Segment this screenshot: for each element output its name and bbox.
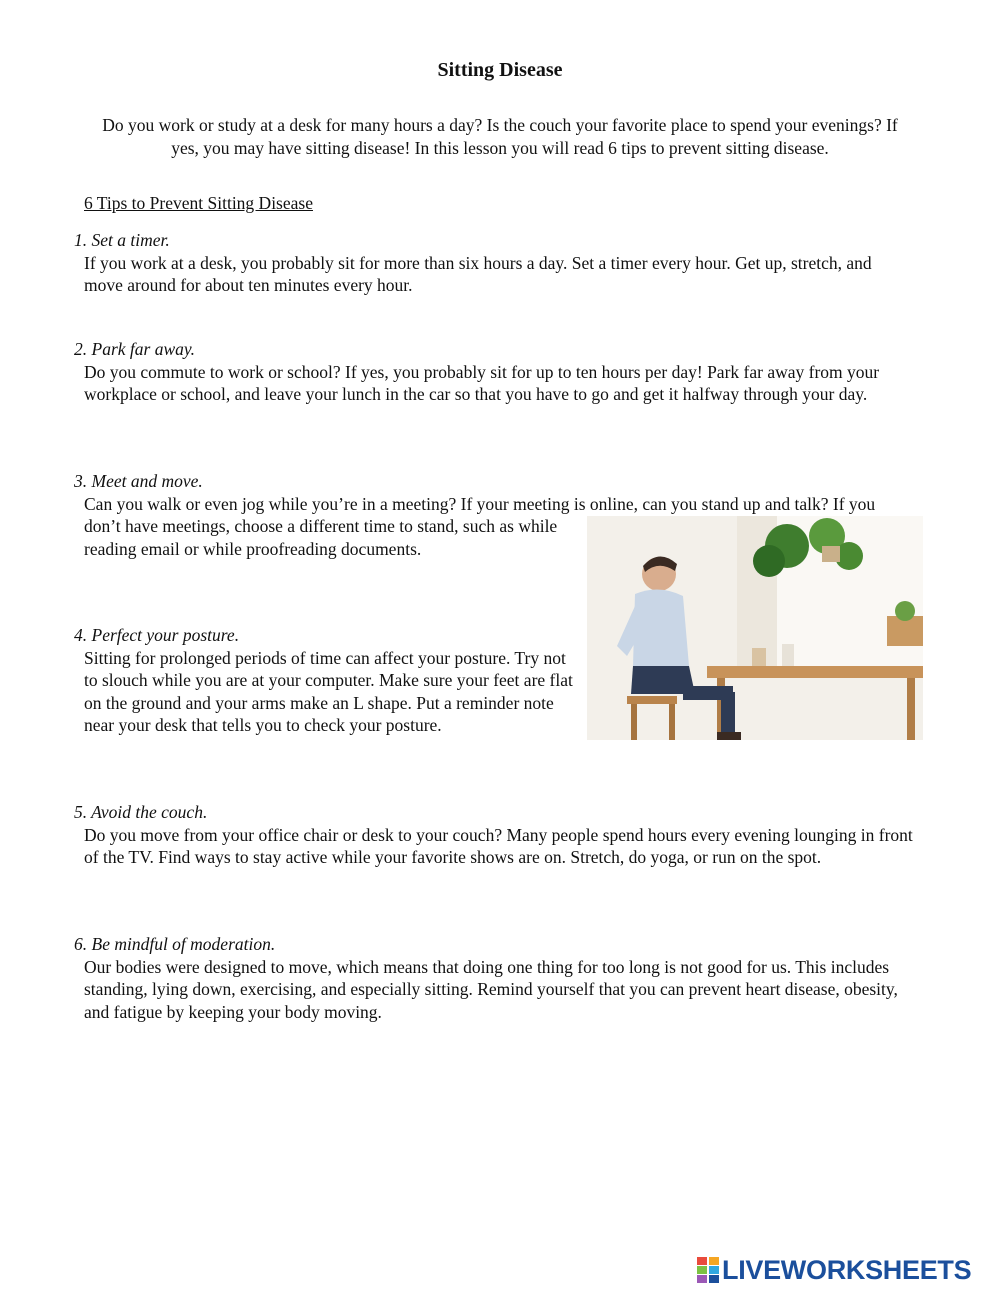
page-title: Sitting Disease xyxy=(437,59,563,81)
liveworksheets-logo[interactable] xyxy=(697,1255,971,1285)
tip-heading: 6. Be mindful of moderation. xyxy=(74,934,276,954)
tip-item xyxy=(74,229,914,297)
tip-body: Can you walk or even jog while you’re in a meeting? If your meeting is online, can you stand up and talk? If you don’t have meetings, choose a different time to stand, such as while reading email or while proofreading documents. xyxy=(84,493,876,559)
tip-heading: 1. Set a timer. xyxy=(74,230,170,250)
tip-item xyxy=(74,933,924,1023)
liveworksheets-logo-icon xyxy=(697,1257,719,1283)
tip-item xyxy=(74,624,574,737)
office-worker-stretching-photo xyxy=(587,516,923,740)
tip-heading: 5. Avoid the couch. xyxy=(74,802,208,822)
tip-body: Do you commute to work or school? If yes, you probably sit for up to ten hours per day! Park far away from your workplace or school, and leave your lunch in the car so that you have to go and get it halfway through your day. xyxy=(84,361,880,404)
intro-paragraph: Do you work or study at a desk for many hours a day? Is the couch your favorite place to spend your evenings? If yes, you may have sitting disease! In this lesson you will read 6 tips to prevent sitting disease. xyxy=(102,115,898,158)
tip-body: Sitting for prolonged periods of time can affect your posture. Try not to slouch while you are at your computer. Make sure your feet are flat on the ground and your arms make an L shape. Put a reminder note near your desk that tells you to check your posture. xyxy=(84,647,573,735)
photo-illustration xyxy=(587,516,923,740)
tip-item xyxy=(74,801,914,869)
tip-body: If you work at a desk, you probably sit for more than six hours a day. Set a timer every hour. Get up, stretch, and move around for about ten minutes every hour. xyxy=(84,252,872,295)
tips-subheading: 6 Tips to Prevent Sitting Disease xyxy=(84,193,313,213)
tip-heading: 2. Park far away. xyxy=(74,339,196,359)
tip-heading: 3. Meet and move. xyxy=(74,471,203,491)
tip-body: Do you move from your office chair or desk to your couch? Many people spend hours every evening lounging in front of the TV. Find ways to stay active while your favorite shows are on. Stretch, do yoga, or run on the spot. xyxy=(84,824,913,867)
tip-heading: 4. Perfect your posture. xyxy=(74,625,240,645)
tip-item xyxy=(74,338,914,406)
logo-text: LIVEWORKSHEETS xyxy=(722,1254,972,1285)
tip-body: Our bodies were designed to move, which means that doing one thing for too long is not good for us. This includes standing, lying down, exercising, and especially sitting. Remind yourself that you can prevent heart disease, obesity, and fatigue by keeping your body moving. xyxy=(84,956,898,1022)
